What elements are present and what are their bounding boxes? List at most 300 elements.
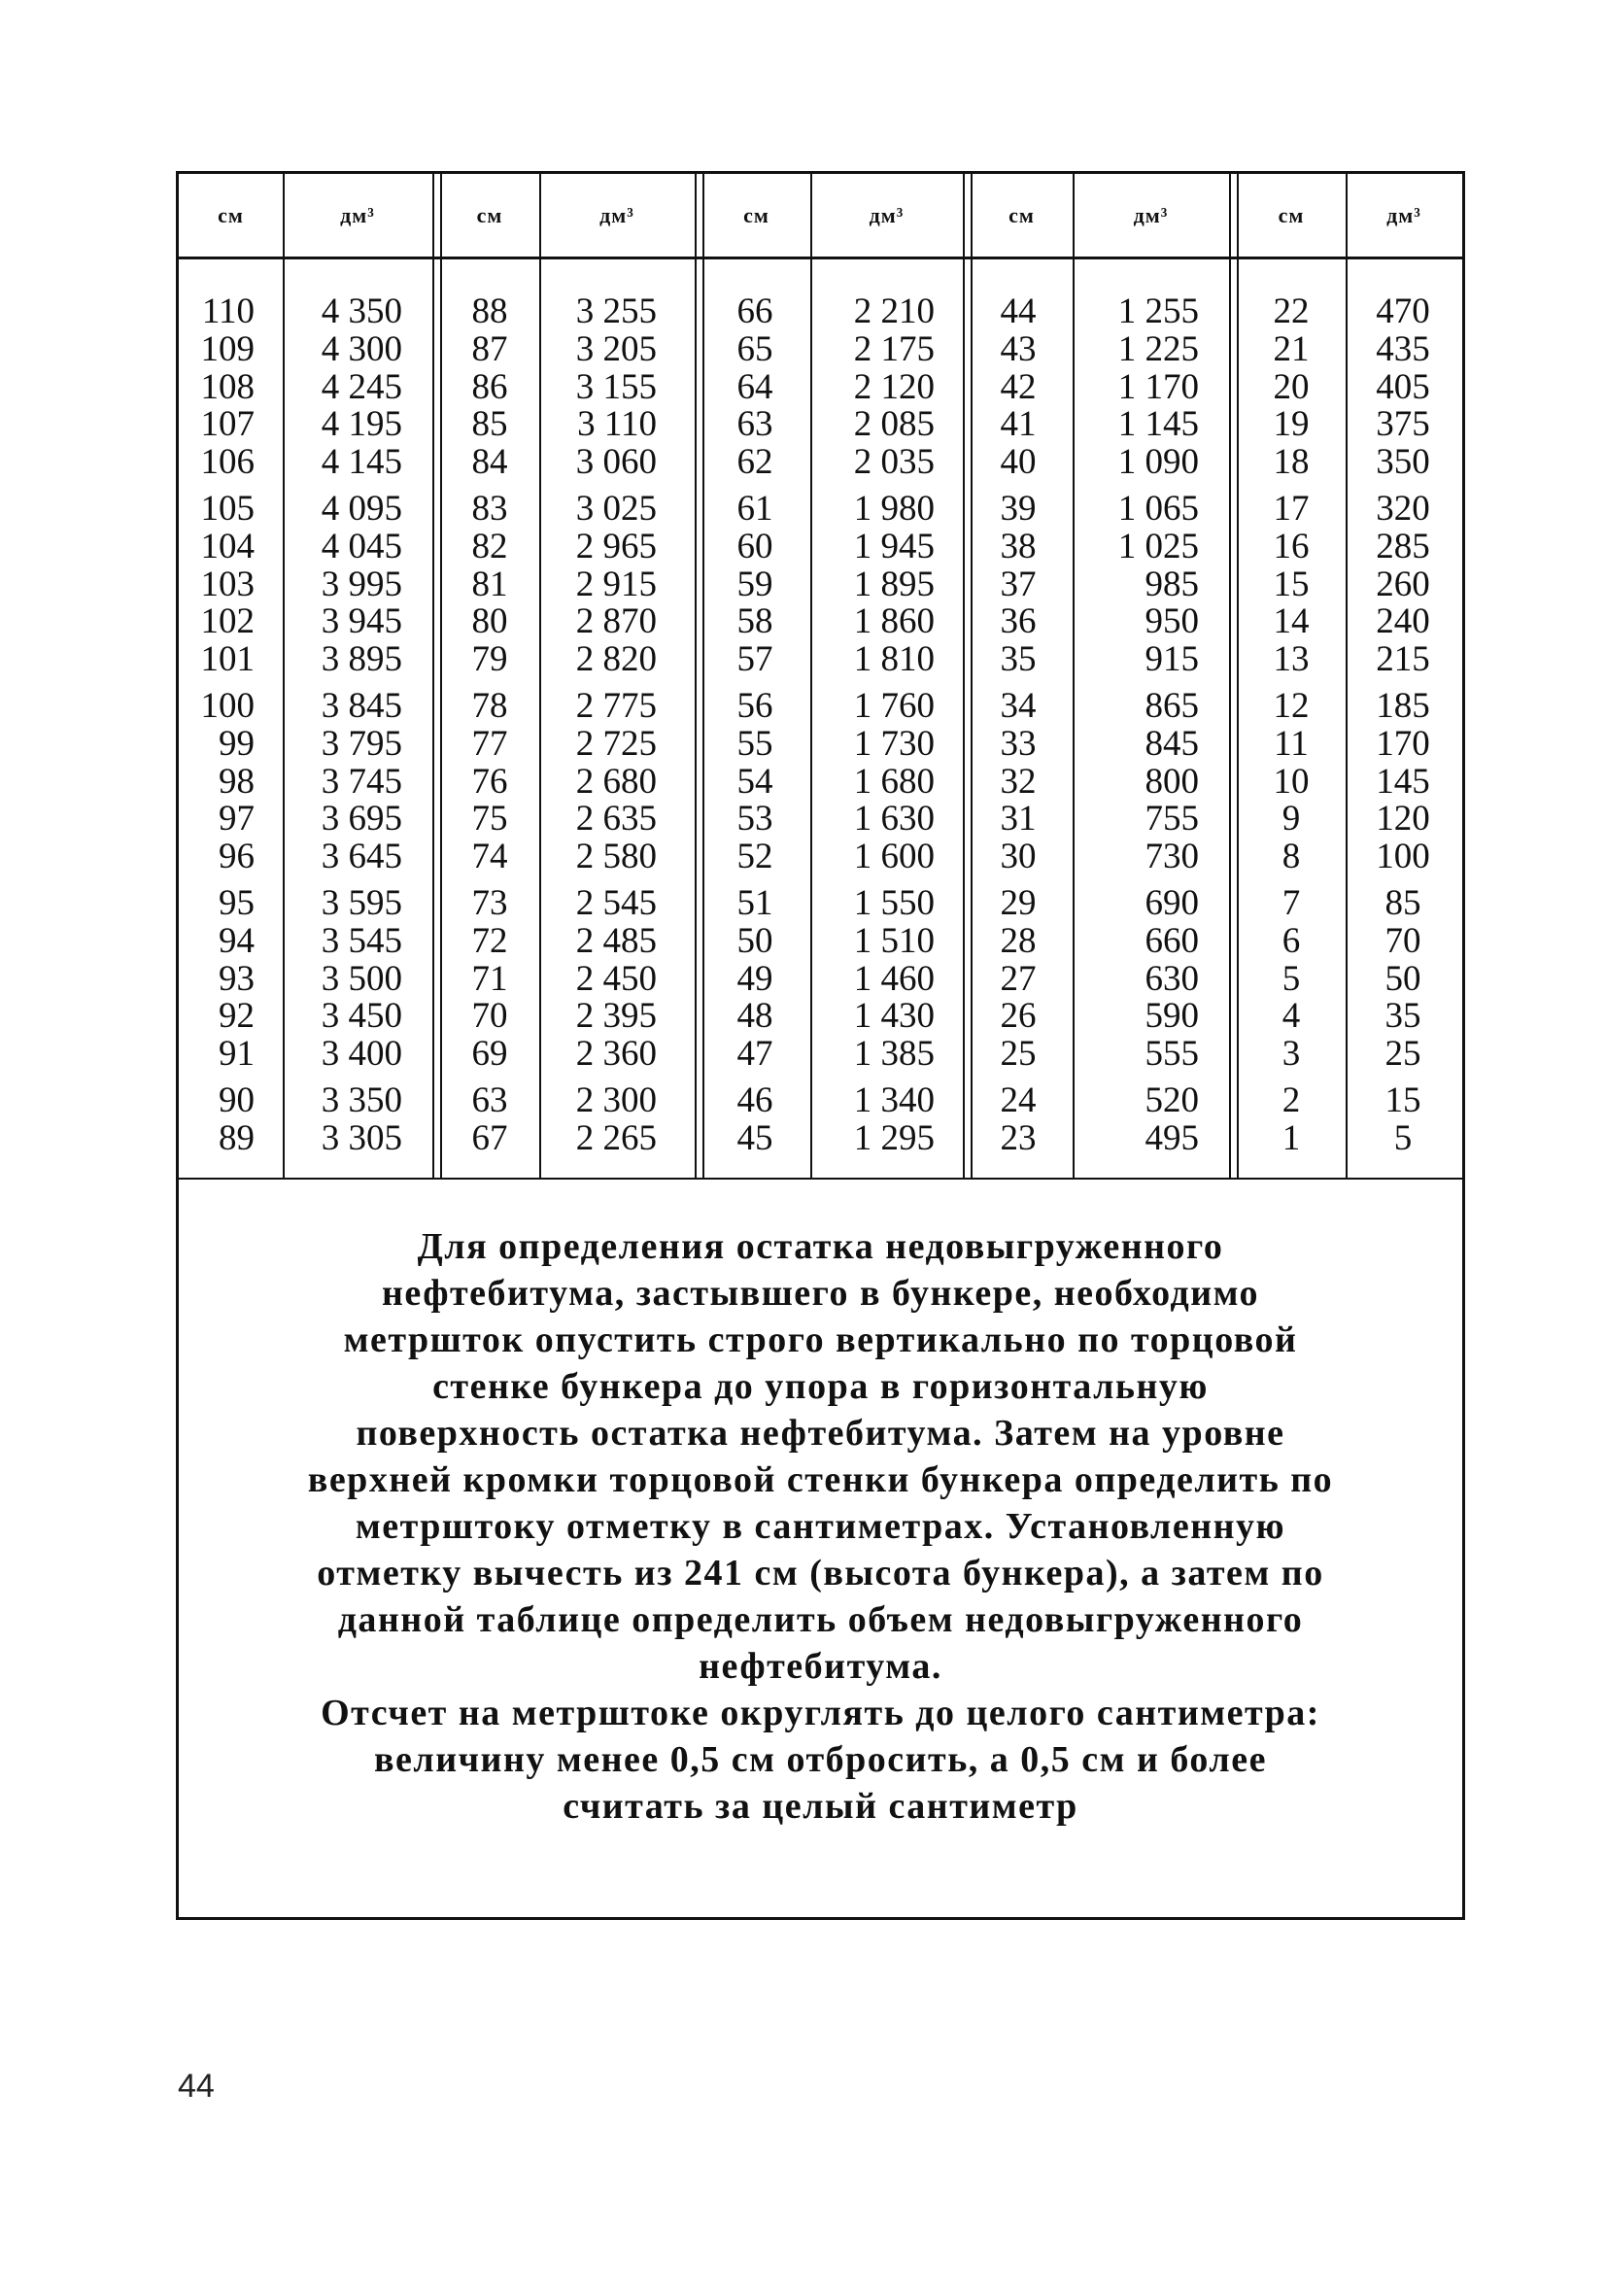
cm-value: 23 bbox=[1000, 1117, 1037, 1158]
row-group bbox=[721, 685, 789, 877]
row-group bbox=[196, 293, 255, 482]
row-group bbox=[1359, 293, 1447, 482]
dm3-value: 2 085 bbox=[853, 404, 935, 445]
cm-value: 89 bbox=[219, 1117, 255, 1158]
dm3-value: 3 205 bbox=[575, 328, 657, 369]
dm3-value: 4 145 bbox=[321, 442, 402, 483]
cm-value: 101 bbox=[200, 639, 255, 680]
dm3-value: 2 175 bbox=[853, 328, 935, 369]
row-group bbox=[1257, 685, 1325, 877]
cm-value: 86 bbox=[471, 366, 508, 407]
dm3-value: 3 255 bbox=[575, 291, 657, 331]
cm-value: 54 bbox=[736, 761, 773, 802]
dm3-value: 3 400 bbox=[321, 1034, 402, 1075]
cm-value: 18 bbox=[1273, 442, 1310, 483]
dm3-value: 1 255 bbox=[1117, 291, 1199, 331]
double-column-divider bbox=[963, 174, 965, 1178]
dm3-value: 3 695 bbox=[321, 799, 402, 840]
row-group bbox=[1257, 293, 1325, 482]
column-divider bbox=[283, 174, 285, 1178]
dm3-value: 2 485 bbox=[575, 920, 657, 961]
cm-value: 108 bbox=[200, 366, 255, 407]
dm3-value: 435 bbox=[1376, 328, 1430, 369]
rounding-paragraph bbox=[198, 1690, 1443, 1830]
cm-value: 90 bbox=[219, 1079, 255, 1120]
cm-value: 109 bbox=[200, 328, 255, 369]
note-line: отметку вычесть из 241 см (высота бункера), а затем по bbox=[317, 1553, 1324, 1593]
cm-value: 28 bbox=[1000, 920, 1037, 961]
cm-value: 36 bbox=[1000, 601, 1037, 642]
cm-value: 82 bbox=[471, 526, 508, 566]
dm3-value: 3 350 bbox=[321, 1079, 402, 1120]
dm3-value: 4 095 bbox=[321, 488, 402, 529]
cm-value: 61 bbox=[736, 488, 773, 529]
dm3-value: 630 bbox=[1145, 958, 1199, 999]
dm3-value: 70 bbox=[1384, 920, 1421, 961]
cm-value: 46 bbox=[736, 1079, 773, 1120]
dm3-value: 1 025 bbox=[1117, 526, 1199, 566]
cm-value: 32 bbox=[1000, 761, 1037, 802]
cm-value: 106 bbox=[200, 442, 255, 483]
row-group bbox=[560, 1079, 657, 1158]
dm3-value: 950 bbox=[1145, 601, 1199, 642]
row-group bbox=[1102, 1079, 1199, 1158]
cm-value: 72 bbox=[471, 920, 508, 961]
cm-value: 8 bbox=[1281, 837, 1301, 877]
cm-column bbox=[984, 293, 1052, 1167]
dm3-value: 3 545 bbox=[321, 920, 402, 961]
cm-value: 69 bbox=[471, 1034, 508, 1075]
cm-value: 52 bbox=[736, 837, 773, 877]
dm3-value: 5 bbox=[1393, 1117, 1413, 1158]
dm3-value: 1 760 bbox=[853, 685, 935, 726]
note-line: метршток опустить строго вертикально по торцовой bbox=[343, 1319, 1298, 1360]
dm3-value: 350 bbox=[1376, 442, 1430, 483]
row-group bbox=[309, 882, 402, 1075]
cm-value: 41 bbox=[1000, 404, 1037, 445]
cm-value: 84 bbox=[471, 442, 508, 483]
dm3-value: 1 730 bbox=[853, 723, 935, 764]
cm-value: 75 bbox=[471, 799, 508, 840]
header-cm: см bbox=[218, 202, 244, 227]
cm-value: 96 bbox=[219, 837, 255, 877]
cm-value: 93 bbox=[219, 958, 255, 999]
row-group bbox=[456, 882, 524, 1075]
row-group bbox=[721, 882, 789, 1075]
cm-value: 102 bbox=[200, 601, 255, 642]
dm3-value: 1 630 bbox=[853, 799, 935, 840]
cm-value: 25 bbox=[1000, 1034, 1037, 1075]
row-group bbox=[196, 882, 255, 1075]
dm3-value: 3 450 bbox=[321, 996, 402, 1037]
cm-value: 103 bbox=[200, 564, 255, 604]
dm3-value: 2 915 bbox=[575, 564, 657, 604]
row-group bbox=[721, 293, 789, 482]
dm3-value: 985 bbox=[1145, 564, 1199, 604]
instruction-paragraph bbox=[198, 1223, 1443, 1690]
dm3-value: 470 bbox=[1376, 291, 1430, 331]
cm-value: 85 bbox=[471, 404, 508, 445]
row-group bbox=[309, 488, 402, 680]
dm3-value: 2 635 bbox=[575, 799, 657, 840]
row-group bbox=[1102, 882, 1199, 1075]
cm-value: 63 bbox=[736, 404, 773, 445]
dm3-value: 3 155 bbox=[575, 366, 657, 407]
row-group bbox=[984, 293, 1052, 482]
dm3-column bbox=[560, 293, 657, 1167]
cm-value: 40 bbox=[1000, 442, 1037, 483]
cm-value: 57 bbox=[736, 639, 773, 680]
dm3-value: 3 645 bbox=[321, 837, 402, 877]
cm-value: 30 bbox=[1000, 837, 1037, 877]
dm3-value: 730 bbox=[1145, 837, 1199, 877]
cm-value: 64 bbox=[736, 366, 773, 407]
dm3-value: 3 795 bbox=[321, 723, 402, 764]
table-bottom-rule bbox=[179, 1178, 1462, 1180]
row-group bbox=[196, 1079, 255, 1158]
row-group bbox=[984, 882, 1052, 1075]
row-group bbox=[839, 685, 935, 877]
note-line: данной таблице определить объем недовыгруженного bbox=[337, 1599, 1304, 1640]
cm-value: 65 bbox=[736, 328, 773, 369]
row-group bbox=[196, 685, 255, 877]
dm3-value: 25 bbox=[1384, 1034, 1421, 1075]
cm-value: 74 bbox=[471, 837, 508, 877]
dm3-value: 755 bbox=[1145, 799, 1199, 840]
dm3-value: 2 680 bbox=[575, 761, 657, 802]
cm-column bbox=[1257, 293, 1325, 1167]
row-group bbox=[456, 685, 524, 877]
note-line: стенке бункера до упора в горизонтальную bbox=[432, 1366, 1209, 1407]
dm3-value: 215 bbox=[1376, 639, 1430, 680]
row-group bbox=[839, 1079, 935, 1158]
dm3-value: 1 510 bbox=[853, 920, 935, 961]
dm3-value: 2 725 bbox=[575, 723, 657, 764]
row-group bbox=[196, 488, 255, 680]
dm3-value: 1 225 bbox=[1117, 328, 1199, 369]
cm-value: 58 bbox=[736, 601, 773, 642]
row-group bbox=[560, 293, 657, 482]
cm-value: 50 bbox=[736, 920, 773, 961]
cm-value: 55 bbox=[736, 723, 773, 764]
cm-value: 97 bbox=[219, 799, 255, 840]
dm3-value: 2 965 bbox=[575, 526, 657, 566]
column-divider bbox=[1073, 174, 1075, 1178]
dm3-value: 1 090 bbox=[1117, 442, 1199, 483]
cm-value: 80 bbox=[471, 601, 508, 642]
cm-value: 14 bbox=[1273, 601, 1310, 642]
cm-value: 10 bbox=[1273, 761, 1310, 802]
cm-value: 62 bbox=[736, 442, 773, 483]
row-group bbox=[456, 293, 524, 482]
dm3-value: 2 870 bbox=[575, 601, 657, 642]
dm3-value: 4 045 bbox=[321, 526, 402, 566]
cm-value: 5 bbox=[1281, 958, 1301, 999]
cm-value: 88 bbox=[471, 291, 508, 331]
cm-value: 43 bbox=[1000, 328, 1037, 369]
dm3-value: 1 680 bbox=[853, 761, 935, 802]
row-group bbox=[560, 488, 657, 680]
cm-value: 70 bbox=[471, 996, 508, 1037]
cm-value: 67 bbox=[471, 1117, 508, 1158]
row-group bbox=[309, 293, 402, 482]
note-line: Отсчет на метрштоке округлять до целого сантиметра: bbox=[321, 1693, 1320, 1733]
dm3-value: 2 210 bbox=[853, 291, 935, 331]
dm3-value: 2 580 bbox=[575, 837, 657, 877]
dm3-value: 520 bbox=[1145, 1079, 1199, 1120]
cm-value: 35 bbox=[1000, 639, 1037, 680]
row-group bbox=[1359, 1079, 1447, 1158]
cm-value: 99 bbox=[219, 723, 255, 764]
cm-value: 21 bbox=[1273, 328, 1310, 369]
dm3-value: 2 545 bbox=[575, 882, 657, 923]
cm-value: 44 bbox=[1000, 291, 1037, 331]
cm-value: 110 bbox=[201, 291, 255, 331]
cm-column bbox=[196, 293, 255, 1167]
dm3-value: 1 430 bbox=[853, 996, 935, 1037]
dm3-value: 3 745 bbox=[321, 761, 402, 802]
dm3-value: 1 460 bbox=[853, 958, 935, 999]
dm3-value: 4 300 bbox=[321, 328, 402, 369]
dm3-value: 100 bbox=[1376, 837, 1430, 877]
cm-value: 38 bbox=[1000, 526, 1037, 566]
volume-table bbox=[179, 174, 1462, 1178]
row-group bbox=[1359, 882, 1447, 1075]
cm-value: 83 bbox=[471, 488, 508, 529]
dm3-value: 1 170 bbox=[1117, 366, 1199, 407]
dm3-column bbox=[839, 293, 935, 1167]
cm-value: 105 bbox=[200, 488, 255, 529]
dm3-value: 1 895 bbox=[853, 564, 935, 604]
double-column-divider bbox=[695, 174, 697, 1178]
cm-value: 60 bbox=[736, 526, 773, 566]
column-divider bbox=[810, 174, 812, 1178]
dm3-value: 3 305 bbox=[321, 1117, 402, 1158]
dm3-value: 375 bbox=[1376, 404, 1430, 445]
cm-value: 19 bbox=[1273, 404, 1310, 445]
header-dm3: дм³ bbox=[1133, 202, 1169, 227]
cm-value: 79 bbox=[471, 639, 508, 680]
cm-value: 92 bbox=[219, 996, 255, 1037]
row-group bbox=[839, 488, 935, 680]
row-group bbox=[1257, 882, 1325, 1075]
cm-value: 4 bbox=[1281, 996, 1301, 1037]
cm-value: 13 bbox=[1273, 639, 1310, 680]
row-group bbox=[1257, 488, 1325, 680]
dm3-value: 3 500 bbox=[321, 958, 402, 999]
row-group bbox=[309, 1079, 402, 1158]
header-cm: см bbox=[1278, 202, 1305, 227]
cm-value: 24 bbox=[1000, 1079, 1037, 1120]
cm-value: 42 bbox=[1000, 366, 1037, 407]
cm-value: 26 bbox=[1000, 996, 1037, 1037]
dm3-value: 690 bbox=[1145, 882, 1199, 923]
dm3-value: 865 bbox=[1145, 685, 1199, 726]
dm3-value: 2 035 bbox=[853, 442, 935, 483]
cm-value: 78 bbox=[471, 685, 508, 726]
dm3-value: 170 bbox=[1376, 723, 1430, 764]
cm-value: 77 bbox=[471, 723, 508, 764]
cm-value: 51 bbox=[736, 882, 773, 923]
dm3-value: 800 bbox=[1145, 761, 1199, 802]
dm3-value: 4 350 bbox=[321, 291, 402, 331]
note-line: поверхность остатка нефтебитума. Затем на уровне bbox=[356, 1413, 1285, 1454]
cm-value: 47 bbox=[736, 1034, 773, 1075]
dm3-value: 4 195 bbox=[321, 404, 402, 445]
dm3-value: 845 bbox=[1145, 723, 1199, 764]
dm3-value: 1 385 bbox=[853, 1034, 935, 1075]
dm3-column bbox=[1359, 293, 1447, 1167]
cm-value: 27 bbox=[1000, 958, 1037, 999]
cm-value: 1 bbox=[1281, 1117, 1301, 1158]
cm-value: 71 bbox=[471, 958, 508, 999]
dm3-value: 120 bbox=[1376, 799, 1430, 840]
cm-value: 59 bbox=[736, 564, 773, 604]
dm3-value: 3 060 bbox=[575, 442, 657, 483]
note-line: метрштоку отметку в сантиметрах. Установленную bbox=[355, 1506, 1286, 1547]
dm3-value: 4 245 bbox=[321, 366, 402, 407]
dm3-value: 285 bbox=[1376, 526, 1430, 566]
note-line: Для определения остатка недовыгруженного bbox=[417, 1226, 1224, 1267]
cm-value: 20 bbox=[1273, 366, 1310, 407]
cm-value: 16 bbox=[1273, 526, 1310, 566]
dm3-value: 2 300 bbox=[575, 1079, 657, 1120]
dm3-column bbox=[1102, 293, 1199, 1167]
row-group bbox=[309, 685, 402, 877]
dm3-value: 3 845 bbox=[321, 685, 402, 726]
cm-value: 81 bbox=[471, 564, 508, 604]
dm3-value: 915 bbox=[1145, 639, 1199, 680]
dm3-value: 660 bbox=[1145, 920, 1199, 961]
dm3-value: 145 bbox=[1376, 761, 1430, 802]
cm-value: 95 bbox=[219, 882, 255, 923]
cm-value: 39 bbox=[1000, 488, 1037, 529]
cm-value: 22 bbox=[1273, 291, 1310, 331]
dm3-value: 320 bbox=[1376, 488, 1430, 529]
dm3-value: 590 bbox=[1145, 996, 1199, 1037]
instruction-note bbox=[198, 1223, 1443, 1830]
cm-value: 66 bbox=[736, 291, 773, 331]
cm-value: 11 bbox=[1274, 723, 1309, 764]
dm3-value: 1 340 bbox=[853, 1079, 935, 1120]
column-divider bbox=[1346, 174, 1348, 1178]
dm3-value: 2 360 bbox=[575, 1034, 657, 1075]
cm-value: 104 bbox=[200, 526, 255, 566]
dm3-value: 35 bbox=[1384, 996, 1421, 1037]
row-group bbox=[1359, 488, 1447, 680]
cm-value: 107 bbox=[200, 404, 255, 445]
dm3-value: 1 980 bbox=[853, 488, 935, 529]
cm-value: 94 bbox=[219, 920, 255, 961]
header-dm3: дм³ bbox=[1386, 202, 1421, 227]
row-group bbox=[1257, 1079, 1325, 1158]
dm3-value: 2 395 bbox=[575, 996, 657, 1037]
row-group bbox=[560, 685, 657, 877]
dm3-value: 1 295 bbox=[853, 1117, 935, 1158]
dm3-value: 2 775 bbox=[575, 685, 657, 726]
cm-value: 63 bbox=[471, 1079, 508, 1120]
dm3-value: 405 bbox=[1376, 366, 1430, 407]
dm3-value: 3 595 bbox=[321, 882, 402, 923]
cm-column bbox=[721, 293, 789, 1167]
cm-value: 9 bbox=[1281, 799, 1301, 840]
note-line: нефтебитума, застывшего в бункере, необходимо bbox=[381, 1273, 1260, 1314]
cm-value: 100 bbox=[200, 685, 255, 726]
dm3-value: 3 895 bbox=[321, 639, 402, 680]
dm3-value: 2 120 bbox=[853, 366, 935, 407]
cm-value: 29 bbox=[1000, 882, 1037, 923]
cm-value: 12 bbox=[1273, 685, 1310, 726]
dm3-value: 1 860 bbox=[853, 601, 935, 642]
cm-value: 6 bbox=[1281, 920, 1301, 961]
dm3-value: 3 945 bbox=[321, 601, 402, 642]
cm-value: 3 bbox=[1281, 1034, 1301, 1075]
dm3-value: 1 550 bbox=[853, 882, 935, 923]
row-group bbox=[1102, 293, 1199, 482]
cm-value: 98 bbox=[219, 761, 255, 802]
dm3-value: 1 810 bbox=[853, 639, 935, 680]
row-group bbox=[984, 685, 1052, 877]
cm-value: 91 bbox=[219, 1034, 255, 1075]
note-line: величину менее 0,5 см отбросить, а 0,5 см и более bbox=[374, 1739, 1267, 1780]
dm3-value: 1 145 bbox=[1117, 404, 1199, 445]
dm3-value: 50 bbox=[1384, 958, 1421, 999]
dm3-value: 2 450 bbox=[575, 958, 657, 999]
row-group bbox=[1359, 685, 1447, 877]
cm-value: 73 bbox=[471, 882, 508, 923]
cm-value: 7 bbox=[1281, 882, 1301, 923]
dm3-value: 555 bbox=[1145, 1034, 1199, 1075]
dm3-column bbox=[309, 293, 402, 1167]
dm3-value: 1 600 bbox=[853, 837, 935, 877]
cm-column bbox=[456, 293, 524, 1167]
note-line: верхней кромки торцовой стенки бункера определить по bbox=[307, 1459, 1334, 1500]
dm3-value: 2 820 bbox=[575, 639, 657, 680]
cm-value: 87 bbox=[471, 328, 508, 369]
note-line: нефтебитума. bbox=[699, 1646, 942, 1687]
cm-value: 56 bbox=[736, 685, 773, 726]
cm-value: 45 bbox=[736, 1117, 773, 1158]
double-column-divider bbox=[1229, 174, 1231, 1178]
cm-value: 48 bbox=[736, 996, 773, 1037]
page-number: 44 bbox=[178, 2068, 215, 2105]
dm3-value: 240 bbox=[1376, 601, 1430, 642]
row-group bbox=[560, 882, 657, 1075]
row-group bbox=[984, 1079, 1052, 1158]
header-dm3: дм³ bbox=[869, 202, 905, 227]
note-line: считать за целый сантиметр bbox=[563, 1786, 1078, 1827]
dm3-value: 260 bbox=[1376, 564, 1430, 604]
row-group bbox=[839, 882, 935, 1075]
dm3-value: 185 bbox=[1376, 685, 1430, 726]
header-cm: см bbox=[743, 202, 769, 227]
cm-value: 53 bbox=[736, 799, 773, 840]
cm-value: 17 bbox=[1273, 488, 1310, 529]
cm-value: 76 bbox=[471, 761, 508, 802]
double-column-divider bbox=[432, 174, 434, 1178]
row-group bbox=[1102, 685, 1199, 877]
cm-value: 34 bbox=[1000, 685, 1037, 726]
dm3-value: 1 065 bbox=[1117, 488, 1199, 529]
row-group bbox=[984, 488, 1052, 680]
table-frame bbox=[176, 171, 1465, 1920]
cm-value: 49 bbox=[736, 958, 773, 999]
dm3-value: 2 265 bbox=[575, 1117, 657, 1158]
cm-value: 37 bbox=[1000, 564, 1037, 604]
dm3-value: 1 945 bbox=[853, 526, 935, 566]
row-group bbox=[839, 293, 935, 482]
row-group bbox=[721, 1079, 789, 1158]
